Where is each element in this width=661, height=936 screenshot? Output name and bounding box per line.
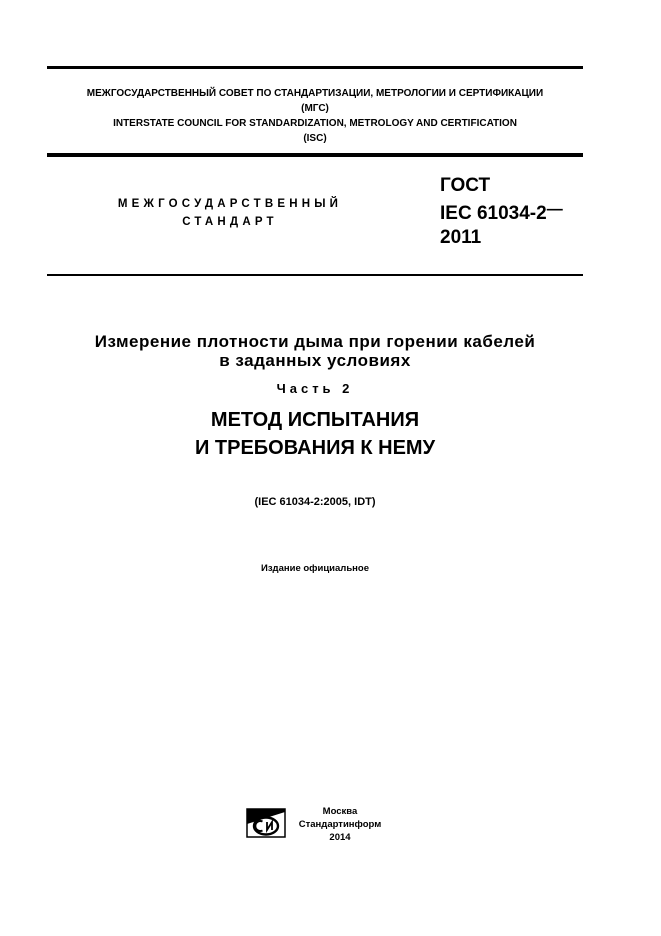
method-title [47, 406, 583, 462]
designation-divider [47, 274, 583, 276]
gost-dash: — [546, 201, 563, 218]
method-line1: МЕТОД ИСПЫТАНИЯ [210, 409, 420, 431]
gost-designation [440, 174, 563, 250]
top-rule [47, 66, 583, 69]
council-ru-abbr: (МГС) [301, 103, 329, 114]
standard-label-line1: МЕЖГОСУДАРСТВЕННЫЙ [117, 198, 343, 210]
council-en-abbr: (ISC) [303, 133, 327, 144]
iec-reference: (IEC 61034-2:2005, IDT) [254, 496, 376, 508]
standard-label [80, 195, 380, 231]
edition-label: Издание официальное [261, 563, 369, 574]
publisher-name: Стандартинформ [298, 819, 382, 830]
council-ru-line: МЕЖГОСУДАРСТВЕННЫЙ СОВЕТ ПО СТАНДАРТИЗАЦИИ, МЕТРОЛОГИИ И СЕРТИФИКАЦИИ [86, 88, 544, 99]
gost-number-line [440, 198, 563, 226]
publisher-city: Москва [322, 806, 358, 817]
standartinform-logo-icon [246, 808, 286, 838]
document-title [47, 332, 583, 370]
part-number: Часть 2 [276, 381, 354, 396]
standard-label-line2: СТАНДАРТ [182, 216, 278, 228]
gost-number: IEC 61034-2 [440, 203, 547, 224]
title-line1: Измерение плотности дыма при горении кабелей [94, 332, 536, 351]
council-en-line: INTERSTATE COUNCIL FOR STANDARDIZATION, METROLOGY AND CERTIFICATION [113, 118, 517, 129]
gost-year: 2011 [440, 227, 482, 248]
header-divider [47, 153, 583, 157]
council-header [47, 86, 583, 146]
gost-prefix: ГОСТ [440, 175, 491, 196]
method-line2: И ТРЕБОВАНИЯ К НЕМУ [194, 437, 436, 459]
publisher-year: 2014 [329, 832, 351, 843]
title-line2: в заданных условиях [219, 351, 411, 370]
publisher-info [292, 805, 388, 844]
